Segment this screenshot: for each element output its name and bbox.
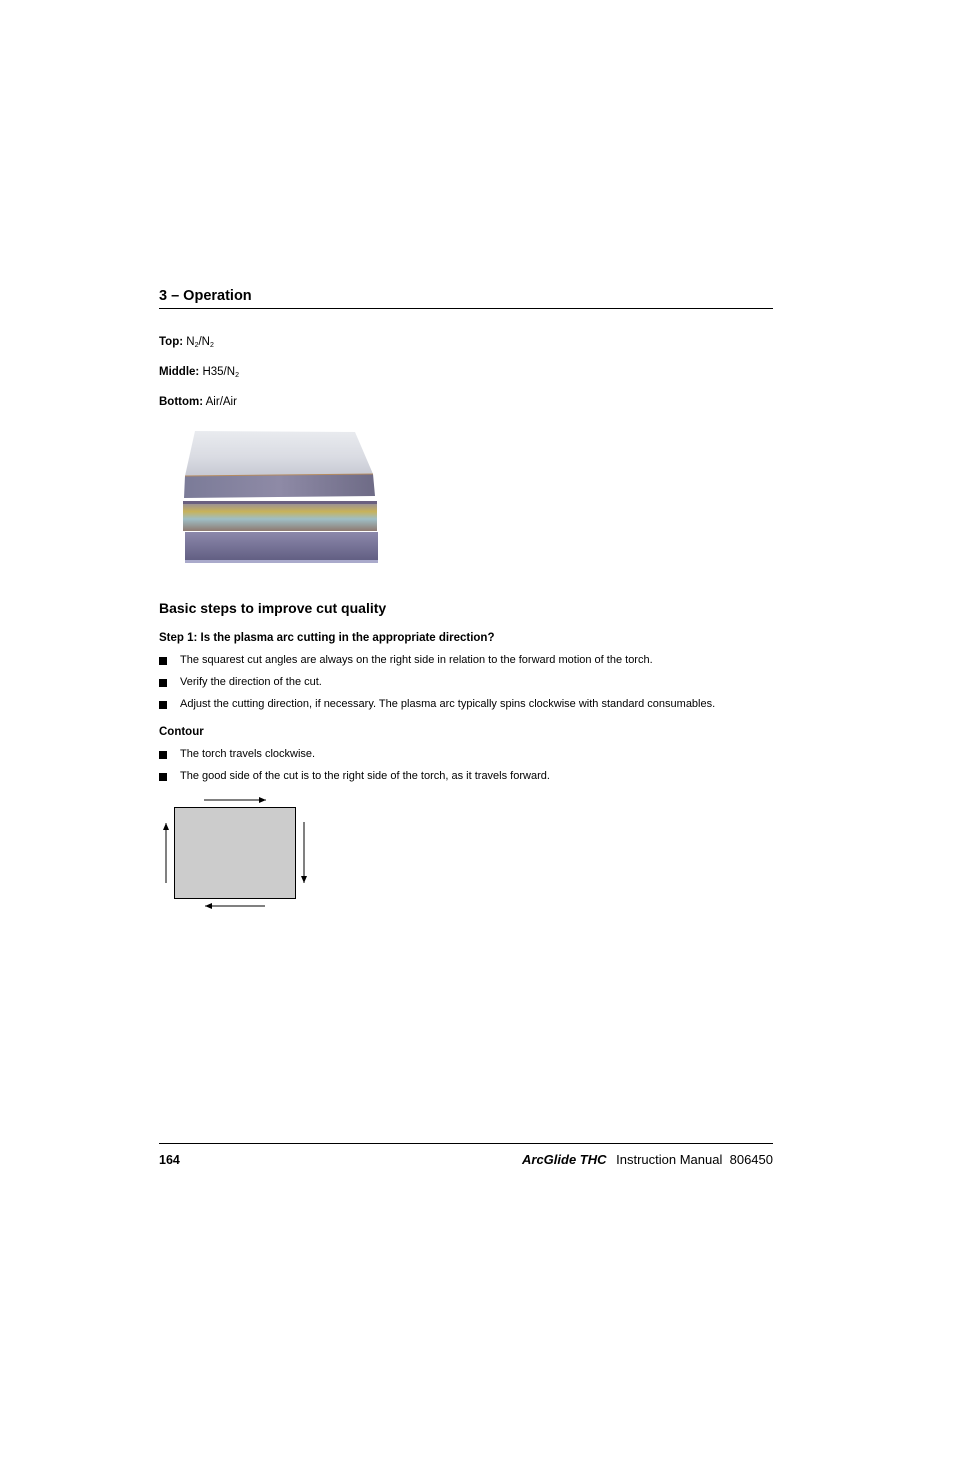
step1-title: Step 1: Is the plasma arc cutting in the appropriate direction? — [159, 632, 495, 644]
doc-number: 806450 — [729, 1152, 773, 1167]
bullet-square-icon — [159, 679, 167, 687]
gas-label-middle-value: $H35/N_2$ — [202, 366, 239, 379]
list-item-text: Verify the direction of the cut. — [180, 676, 322, 688]
workpiece-rect — [175, 808, 296, 899]
doc-type: Instruction Manual — [616, 1152, 723, 1167]
gas-label-top-value: $N_2/N_2$ — [186, 336, 214, 349]
gas-label-middle — [159, 366, 239, 379]
gas-label-top-title: Top: — [159, 336, 184, 348]
contour-title: Contour — [159, 726, 204, 738]
section-header: 3 – Operation — [159, 288, 252, 304]
gas-label-bottom — [159, 396, 237, 408]
header-rule — [159, 308, 773, 309]
list-item-text: The torch travels clockwise. — [180, 748, 316, 760]
page-number: 164 — [159, 1153, 180, 1167]
list-item — [159, 676, 322, 688]
list-item — [159, 770, 550, 782]
bullet-square-icon — [159, 701, 167, 709]
gas-label-bottom-value: Air/Air — [205, 396, 237, 408]
footer-doc-info — [522, 1152, 773, 1167]
list-item-text: The squarest cut angles are always on the right side in relation to the forward motion of the torch. — [180, 654, 653, 666]
list-item-text: The good side of the cut is to the right side of the torch, as it travels forward. — [180, 770, 550, 782]
gas-label-middle-title: Middle: — [159, 366, 200, 378]
bullet-square-icon — [159, 751, 167, 759]
footer-rule — [159, 1143, 773, 1144]
gas-label-bottom-title: Bottom: — [159, 396, 204, 408]
bullet-square-icon — [159, 773, 167, 781]
section-title: Basic steps to improve cut quality — [159, 600, 387, 616]
contour-diagram — [150, 790, 320, 915]
cut-samples-photo — [159, 424, 391, 580]
list-item — [159, 748, 315, 760]
product-name: ArcGlide THC — [522, 1152, 607, 1167]
list-item-text: Adjust the cutting direction, if necessary. The plasma arc typically spins clockwise with standard consumables. — [180, 698, 716, 710]
list-item — [159, 698, 715, 710]
list-item — [159, 654, 653, 666]
bullet-square-icon — [159, 657, 167, 665]
gas-label-top — [159, 336, 214, 349]
